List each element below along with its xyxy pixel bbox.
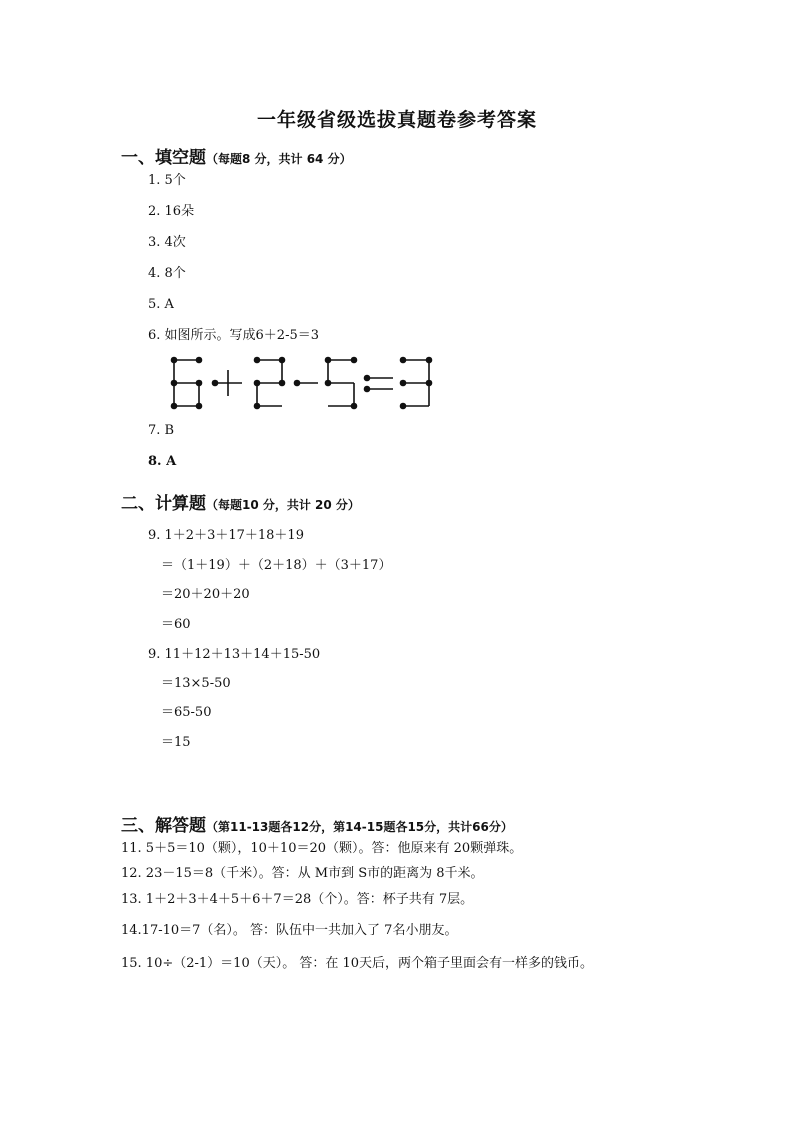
answer-7: 7. B — [148, 423, 175, 438]
section-note: （每题10 分，共计 20 分） — [206, 498, 360, 512]
solve-line: 11. 5＋5＝10（颗），10＋10＝20（颗）。答：他原来有 20颗弹珠。 — [121, 841, 523, 856]
solve-line: 15. 10÷（2-1）＝10（天）。 答：在 10天后，两个箱子里面会有一样多的钱币。 — [121, 956, 594, 971]
answer-6: 6. 如图所示。写成6＋2-5＝3 — [148, 328, 320, 343]
calc-line: 9. 1＋2＋3＋17＋18＋19 — [148, 528, 304, 543]
page-title: 一年级省级选拔真题卷参考答案 — [256, 109, 537, 131]
solve-line: 14.17-10＝7（名）。 答：队伍中一共加入了 7名小朋友。 — [121, 923, 458, 938]
calc-line: ＝15 — [161, 735, 191, 750]
matchstick-equation-figure — [168, 352, 438, 414]
solve-line: 12. 23－15＝8（千米）。答：从 M市到 S市的距离为 8千米。 — [121, 866, 484, 881]
answer-8: 8. A — [148, 454, 177, 469]
section-note: （第11-13题各12分，第14-15题各15分，共计66分） — [206, 820, 513, 834]
answer-2: 2. 16朵 — [148, 204, 195, 219]
solve-line: 13. 1＋2＋3＋4＋5＋6＋7＝28（个）。答：杯子共有 7层。 — [121, 892, 474, 907]
calc-line: ＝13×5-50 — [161, 676, 231, 691]
section-note: （每题8 分，共计 64 分） — [206, 152, 352, 166]
section-title: 一、填空题 — [121, 148, 206, 168]
calc-line: ＝20＋20＋20 — [161, 587, 250, 602]
answer-1: 1. 5个 — [148, 173, 186, 188]
answer-3: 3. 4次 — [148, 235, 186, 250]
calc-line: ＝65-50 — [161, 705, 212, 720]
section-heading-solve — [121, 811, 513, 836]
calc-line: ＝（1＋19）＋（2＋18）＋（3＋17） — [161, 558, 392, 573]
section-title: 三、解答题 — [121, 816, 206, 836]
calc-line: ＝60 — [161, 617, 191, 632]
section-heading-calc — [121, 489, 360, 514]
answer-5: 5. A — [148, 297, 174, 312]
section-title: 二、计算题 — [121, 494, 206, 514]
section-heading-fill — [121, 143, 352, 168]
calc-line: 9. 11＋12＋13＋14＋15-50 — [148, 647, 321, 662]
answer-4: 4. 8个 — [148, 266, 186, 281]
